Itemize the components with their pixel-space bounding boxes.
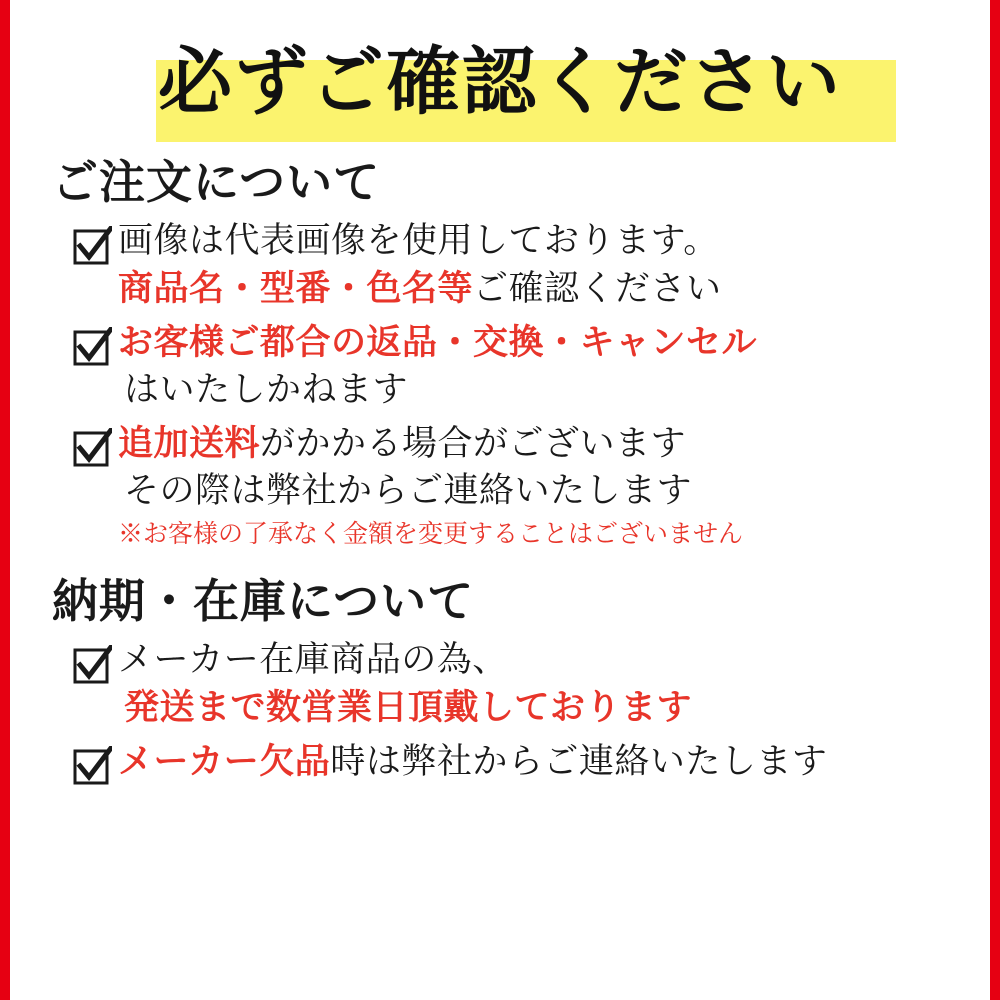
list-item — [72, 637, 962, 732]
list-item — [72, 218, 962, 313]
list-item-text — [118, 637, 962, 732]
page-title-text: 必ずご確認ください — [158, 39, 842, 125]
check-icon — [72, 645, 112, 685]
text-run: がかかる場合がございます — [260, 424, 687, 464]
section-heading-orders: ご注文について — [52, 155, 381, 209]
text-run: メーカー在庫商品の為、 — [118, 640, 508, 680]
list-item — [72, 319, 962, 414]
text-run: 画像は代表画像を使用しております。 — [118, 221, 719, 261]
list-item-note: ※お客様の了承なく金額を変更することはございません — [118, 519, 744, 548]
text-run: はいたしかねます — [124, 370, 409, 410]
list-item-text — [118, 218, 962, 313]
check-icon — [72, 746, 112, 786]
list-item — [72, 738, 962, 786]
notice-content — [10, 0, 990, 1000]
page-title — [38, 34, 962, 142]
text-run: 追加送料 — [118, 423, 261, 464]
check-icon — [72, 428, 112, 468]
list-item-text — [118, 738, 962, 786]
check-icon — [72, 327, 112, 367]
text-run: ご確認ください — [473, 269, 722, 309]
list-item-text — [118, 420, 962, 553]
check-icon — [72, 226, 112, 266]
text-run: メーカー欠品 — [118, 741, 331, 782]
list-item-text — [118, 319, 962, 414]
list-item — [72, 420, 962, 553]
text-run: 時は弊社からご連絡いたします — [330, 742, 828, 782]
text-run: 商品名・型番・色名等 — [118, 268, 474, 309]
text-run: 発送まで数営業日頂戴しております — [124, 687, 693, 728]
text-run: その際は弊社からご連絡いたします — [124, 471, 693, 511]
text-run: お客様ご都合の返品・交換・キャンセル — [118, 322, 758, 363]
section-heading-delivery: 納期・在庫について — [52, 574, 475, 628]
